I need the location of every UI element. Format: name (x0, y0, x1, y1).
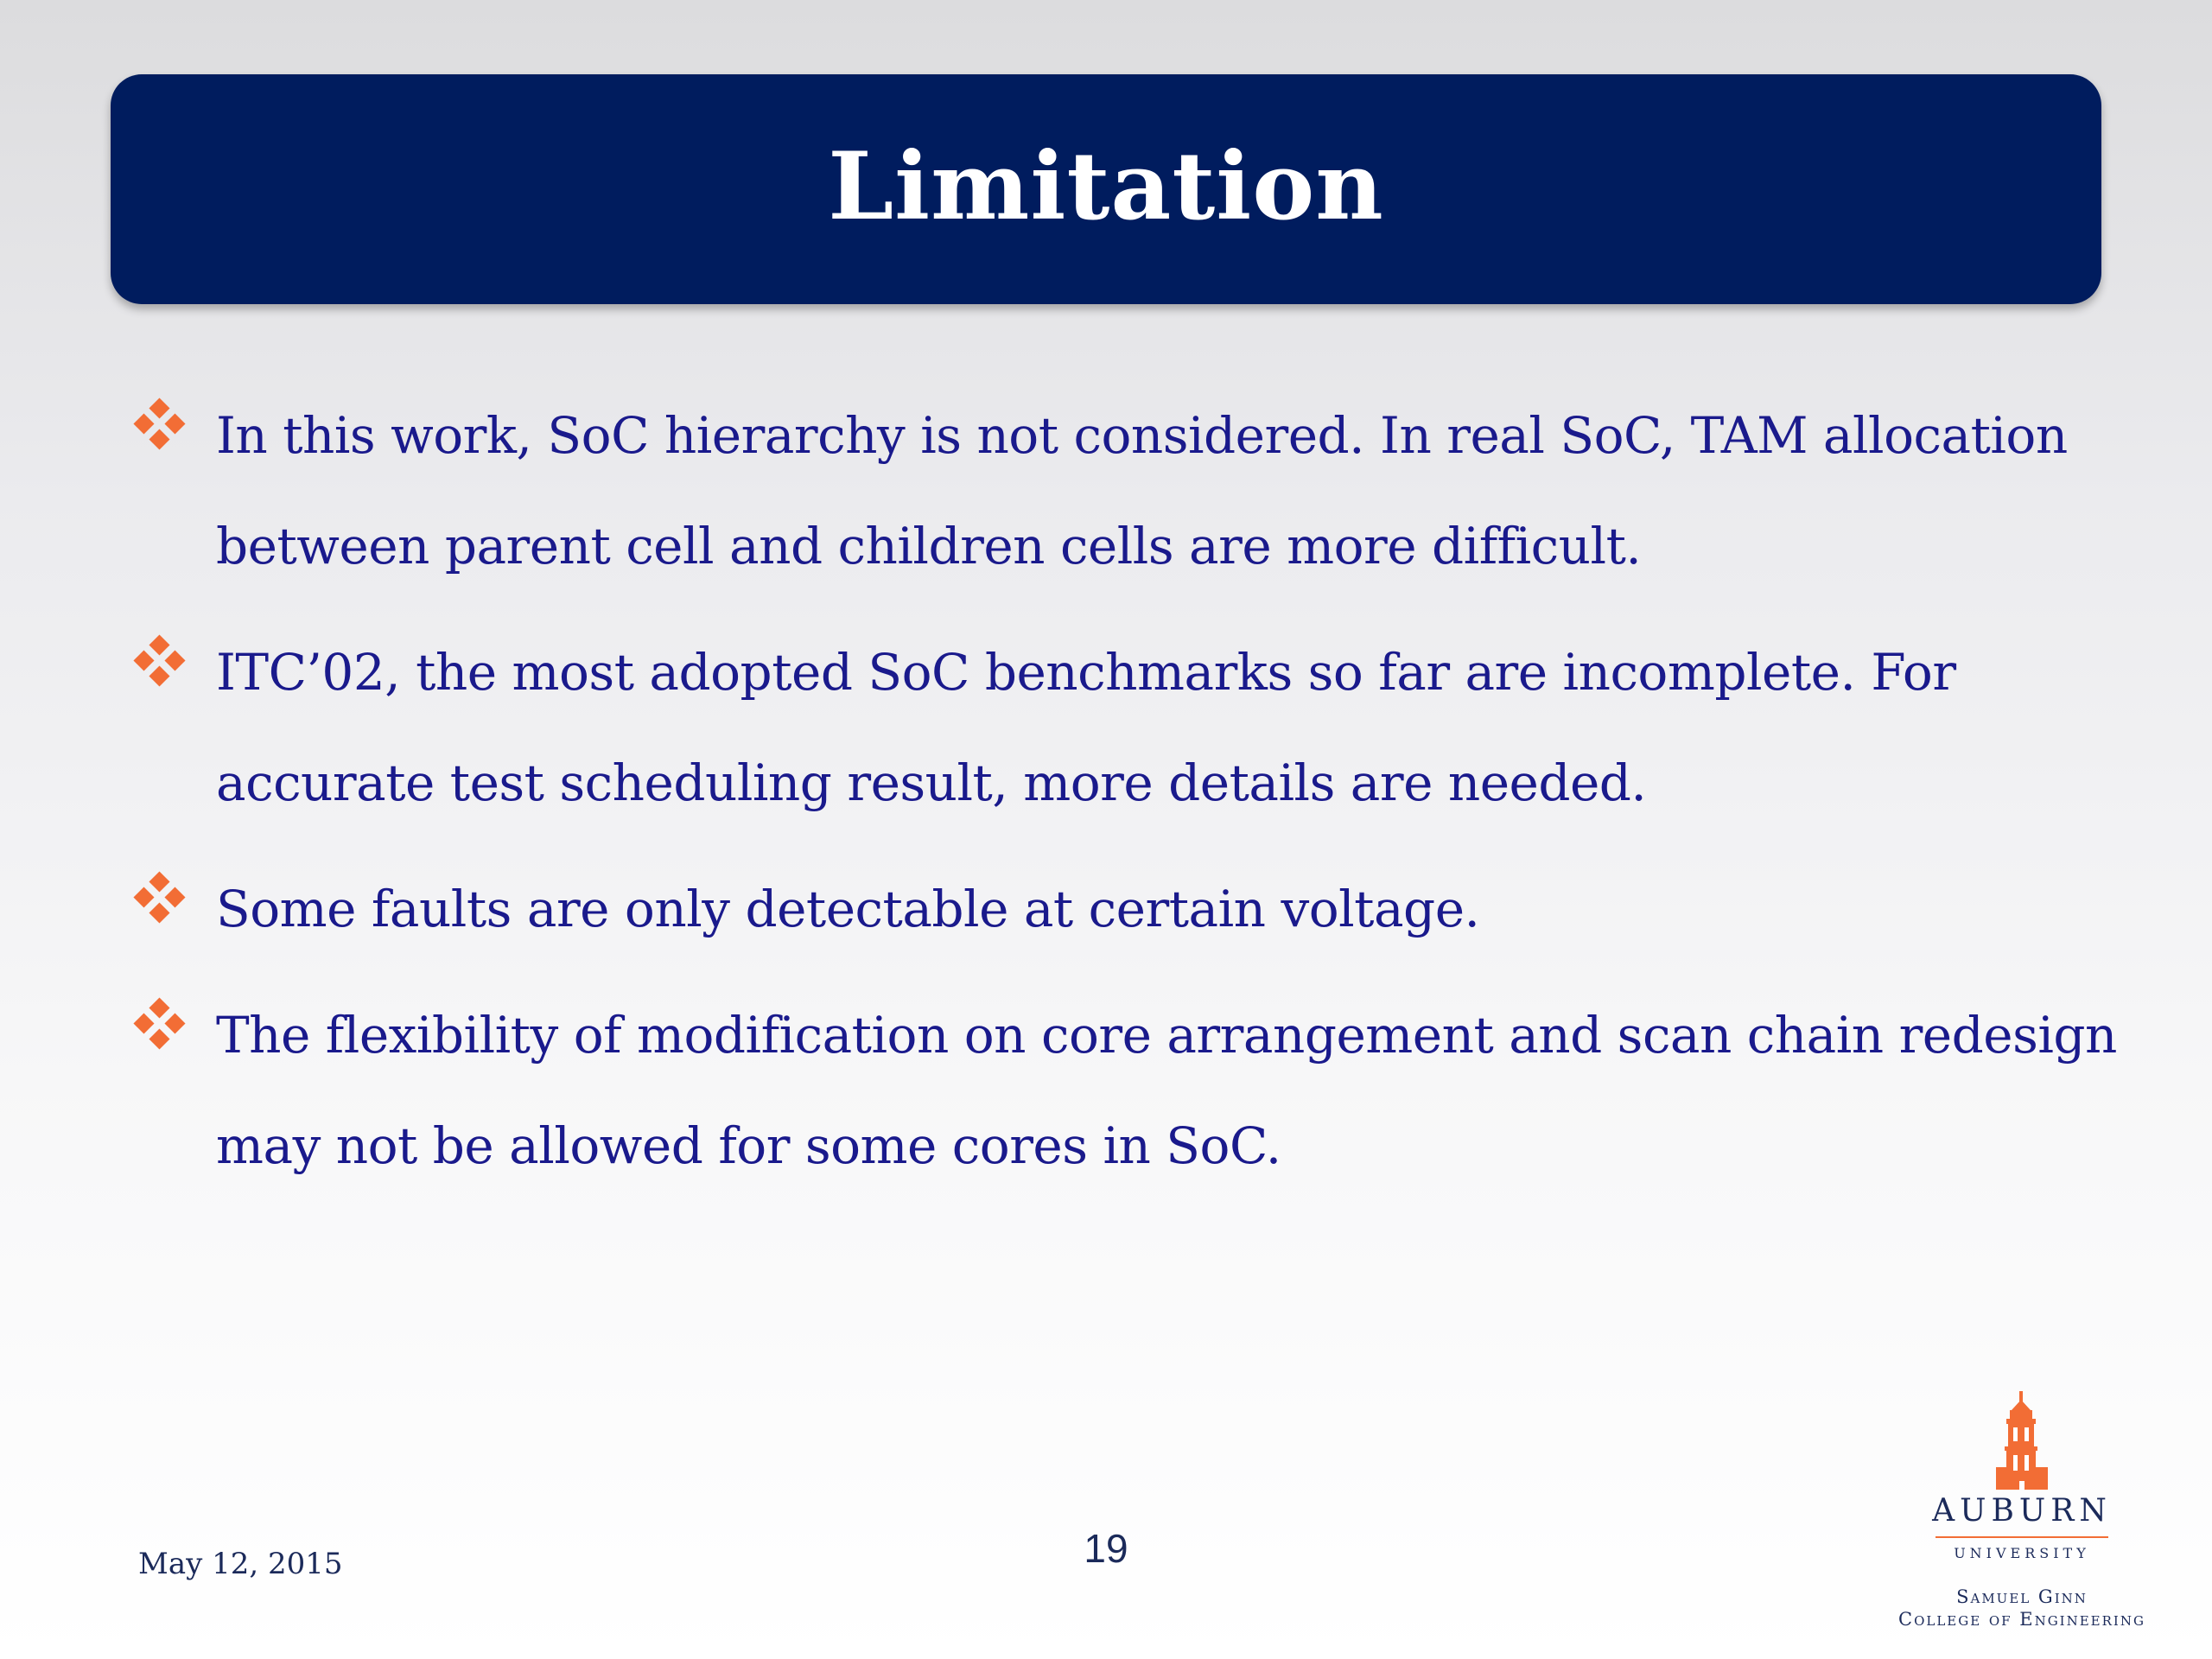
logo-college-line1: Samuel Ginn (1956, 1586, 2088, 1607)
logo-name: AUBURN (1932, 1493, 2112, 1529)
page-number: 19 (1084, 1526, 1128, 1571)
slide-title: Limitation (828, 132, 1384, 241)
bullet-item (130, 617, 2117, 838)
bullet-text: The flexibility of modification on core arrangement and scan chain redesign may not be allowed for some cores in SoC. (216, 1006, 2117, 1175)
bullet-item (130, 980, 2117, 1201)
logo-university: UNIVERSITY (1954, 1545, 2090, 1561)
logo-divider (1936, 1536, 2108, 1538)
bullet-list (130, 380, 2117, 1217)
bullet-text: Some faults are only detectable at certain voltage. (216, 880, 1480, 938)
diamond-bullet-icon (137, 1001, 183, 1047)
title-bar (111, 74, 2101, 304)
bullet-text: ITC’02, the most adopted SoC benchmarks so far are incomplete. For accurate test scheduling result, more details are needed. (216, 643, 1956, 812)
samford-tower-icon (1987, 1391, 2056, 1493)
auburn-logo (1858, 1391, 2186, 1633)
diamond-bullet-icon (137, 874, 183, 921)
bullet-text: In this work, SoC hierarchy is not considered. In real SoC, TAM allocation between parent cell and children cells are more difficult. (216, 406, 2068, 575)
diamond-bullet-icon (137, 638, 183, 684)
diamond-bullet-icon (137, 401, 183, 448)
logo-college-line2: College of Engineering (1898, 1609, 2145, 1630)
bullet-item (130, 380, 2117, 601)
footer-date: May 12, 2015 (138, 1547, 343, 1581)
bullet-item (130, 854, 2117, 964)
